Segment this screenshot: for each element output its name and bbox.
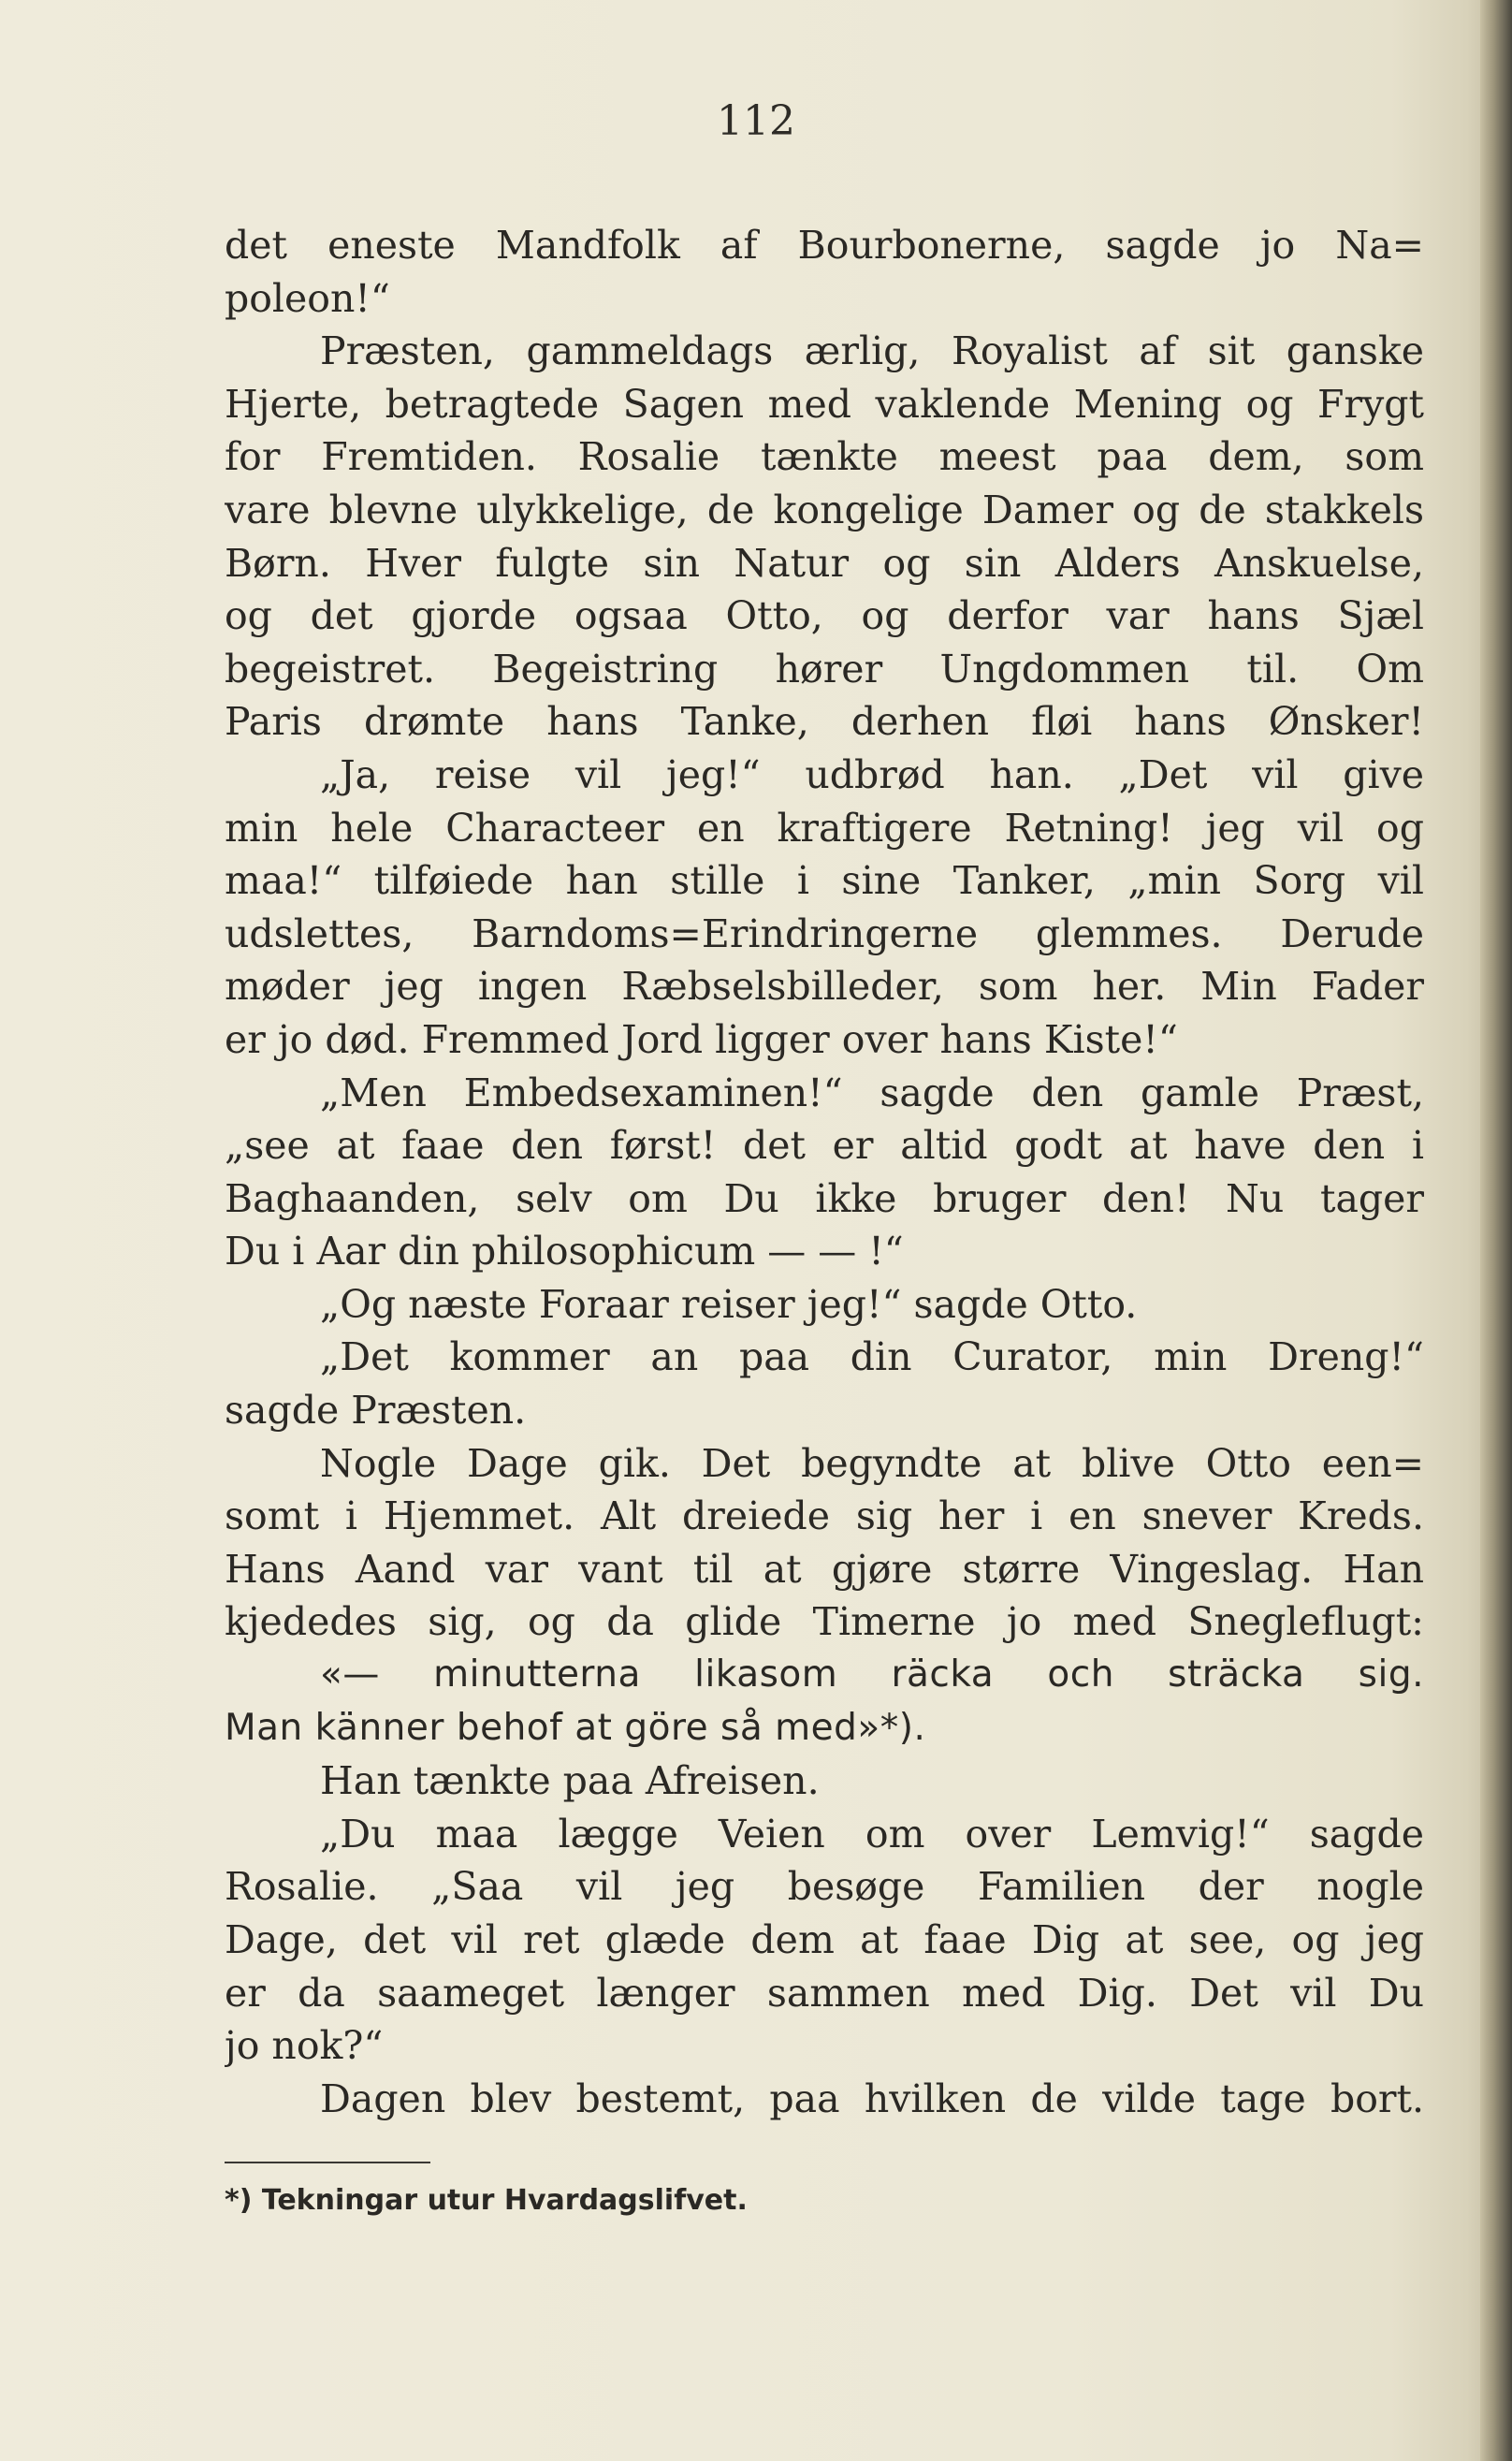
text-line: for Fremtiden. Rosalie tænkte meest paa dem, som <box>225 434 1424 480</box>
text-line: og det gjorde ogsaa Otto, og derfor var hans Sjæl <box>225 593 1424 639</box>
text-line: Paris drømte hans Tanke, derhen fløi hans Ønsker! <box>225 699 1424 745</box>
text-line: Han tænkte paa Afreisen. <box>320 1758 820 1804</box>
text-line: Præsten, gammeldags ærlig, Royalist af sit ganske <box>320 328 1424 374</box>
text-line: vare blevne ulykkelige, de kongelige Damer og de stakkels <box>225 487 1424 532</box>
text-line: „Det kommer an paa din Curator, min Dreng!“ <box>320 1334 1424 1380</box>
text-line: somt i Hjemmet. Alt dreiede sig her i en snever Kreds. <box>225 1493 1424 1539</box>
text-line: Børn. Hver fulgte sin Natur og sin Alders Anskuelse, <box>225 540 1424 586</box>
text-line: Hjerte, betragtede Sagen med vaklende Mening og Frygt <box>225 381 1424 427</box>
text-line: Rosalie. „Saa vil jeg besøge Familien der nogle <box>225 1864 1424 1910</box>
text-line: udslettes, Barndoms=Erindringerne glemmes. Derude <box>225 910 1424 956</box>
text-line: „see at faae den først! det er altid godt at have den i <box>225 1123 1424 1169</box>
quoted-text-line: «— minutterna likasom räcka och sträcka sig. <box>320 1653 1424 1696</box>
quoted-text-line: Man känner behof at göre så med»*). <box>225 1706 926 1749</box>
text-line: Dage, det vil ret glæde dem at faae Dig at see, og jeg <box>225 1917 1424 1962</box>
text-line: Hans Aand var vant til at gjøre større Vingeslag. Han <box>225 1546 1424 1592</box>
text-line: Nogle Dage gik. Det begyndte at blive Otto een= <box>320 1440 1424 1486</box>
text-line: „Ja, reise vil jeg!“ udbrød han. „Det vil give <box>320 751 1424 797</box>
text-line: Dagen blev bestemt, paa hvilken de vilde tage bort. <box>320 2075 1424 2121</box>
text-line: „Men Embedsexaminen!“ sagde den gamle Præst, <box>320 1070 1424 1115</box>
page-number: 112 <box>717 97 795 145</box>
page-spine-shadow <box>1480 0 1512 2461</box>
text-line: min hele Characteer en kraftigere Retning! jeg vil og <box>225 805 1424 851</box>
text-line: maa!“ tilføiede han stille i sine Tanker, „min Sorg vil <box>225 858 1424 904</box>
text-line: „Du maa lægge Veien om over Lemvig!“ sagde <box>320 1811 1424 1857</box>
text-line: jo nok?“ <box>225 2023 384 2069</box>
text-line: er jo død. Fremmed Jord ligger over hans Kiste!“ <box>225 1016 1178 1062</box>
body-text <box>225 219 1424 2125</box>
text-line: begeistret. Begeistring hører Ungdommen til. Om <box>225 646 1424 692</box>
text-line: poleon!“ <box>225 275 390 321</box>
footnote-divider <box>225 2162 430 2163</box>
footnote: *) Tekningar utur Hvardagslifvet. <box>225 2184 748 2217</box>
text-line: „Og næste Foraar reiser jeg!“ sagde Otto. <box>320 1281 1138 1327</box>
text-line: Du i Aar din philosophicum — — !“ <box>225 1229 904 1274</box>
text-line: sagde Præsten. <box>225 1388 527 1434</box>
text-line: Baghaanden, selv om Du ikke bruger den! Nu tager <box>225 1175 1424 1221</box>
text-line: kjededes sig, og da glide Timerne jo med Snegleflugt: <box>225 1599 1424 1645</box>
text-line: møder jeg ingen Ræbselsbilleder, som her. Min Fader <box>225 964 1424 1010</box>
text-line: det eneste Mandfolk af Bourbonerne, sagde jo Na= <box>225 223 1424 268</box>
text-line: er da saameget længer sammen med Dig. Det vil Du <box>225 1970 1424 2016</box>
